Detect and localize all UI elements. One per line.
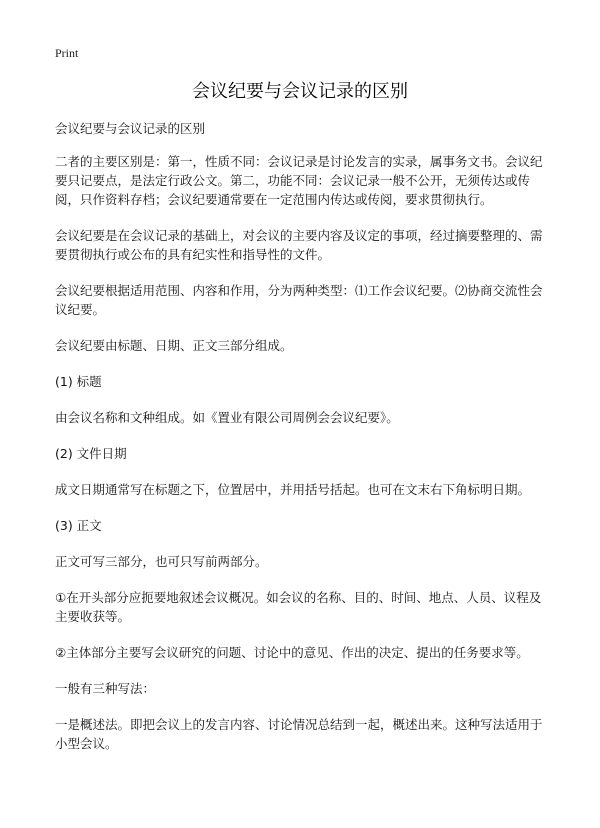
paragraph-opening: ①在开头部分应扼要地叙述会议概况。如会议的名称、目的、时间、地点、人员、议程及主要收获等。: [55, 590, 542, 624]
paragraph-main: ②主体部分主要写会议研究的问题、讨论中的意见、作出的决定、提出的任务要求等。: [55, 645, 529, 660]
paragraph-types: 会议纪要根据适用范围、内容和作用，分为两种类型：⑴工作会议纪要。⑵协商交流性会议纪要。: [55, 283, 543, 317]
paragraph-date-desc: 成文日期通常写在标题之下，位置居中，并用括号括起。也可在文末右下角标明日期。: [55, 482, 531, 497]
paragraph-method-one: 一是概述法。即把会议上的发言内容、讨论情况总结到一起，概述出来。这种写法适用于小型会议。: [55, 717, 543, 751]
section-heading-body: (3) 正文: [55, 518, 102, 533]
document-title: 会议纪要与会议记录的区别: [192, 81, 408, 102]
section-heading-title: (1) 标题: [55, 374, 102, 389]
document-subtitle: 会议纪要与会议记录的区别: [55, 121, 206, 136]
paragraph-body-desc: 正文可写三部分，也可只写前两部分。: [55, 554, 268, 569]
section-heading-date: (2) 文件日期: [55, 446, 127, 461]
paragraph-title-desc: 由会议名称和文种组成。如《置业有限公司周例会会议纪要》。: [55, 410, 399, 425]
paragraph-methods-intro: 一般有三种写法：: [55, 681, 156, 696]
paragraph-structure: 会议纪要由标题、日期、正文三部分组成。: [55, 338, 293, 353]
print-link[interactable]: Print: [55, 46, 79, 60]
document-body: [55, 119, 550, 770]
paragraph-differences: 二者的主要区别是：第一，性质不同：会议记录是讨论发言的实录，属事务文书。会议纪要只记要点，是法定行政公文。第二，功能不同：会议记录一般不公开，无须传达或传阅，只作资料存档；会议纪要通常要在一定范围内传达或传阅，要求贯彻执行。: [55, 154, 543, 207]
paragraph-definition: 会议纪要是在会议记录的基础上，对会议的主要内容及议定的事项，经过摘要整理的、需要贯彻执行或公布的具有纪实性和指导性的文件。: [55, 228, 543, 262]
